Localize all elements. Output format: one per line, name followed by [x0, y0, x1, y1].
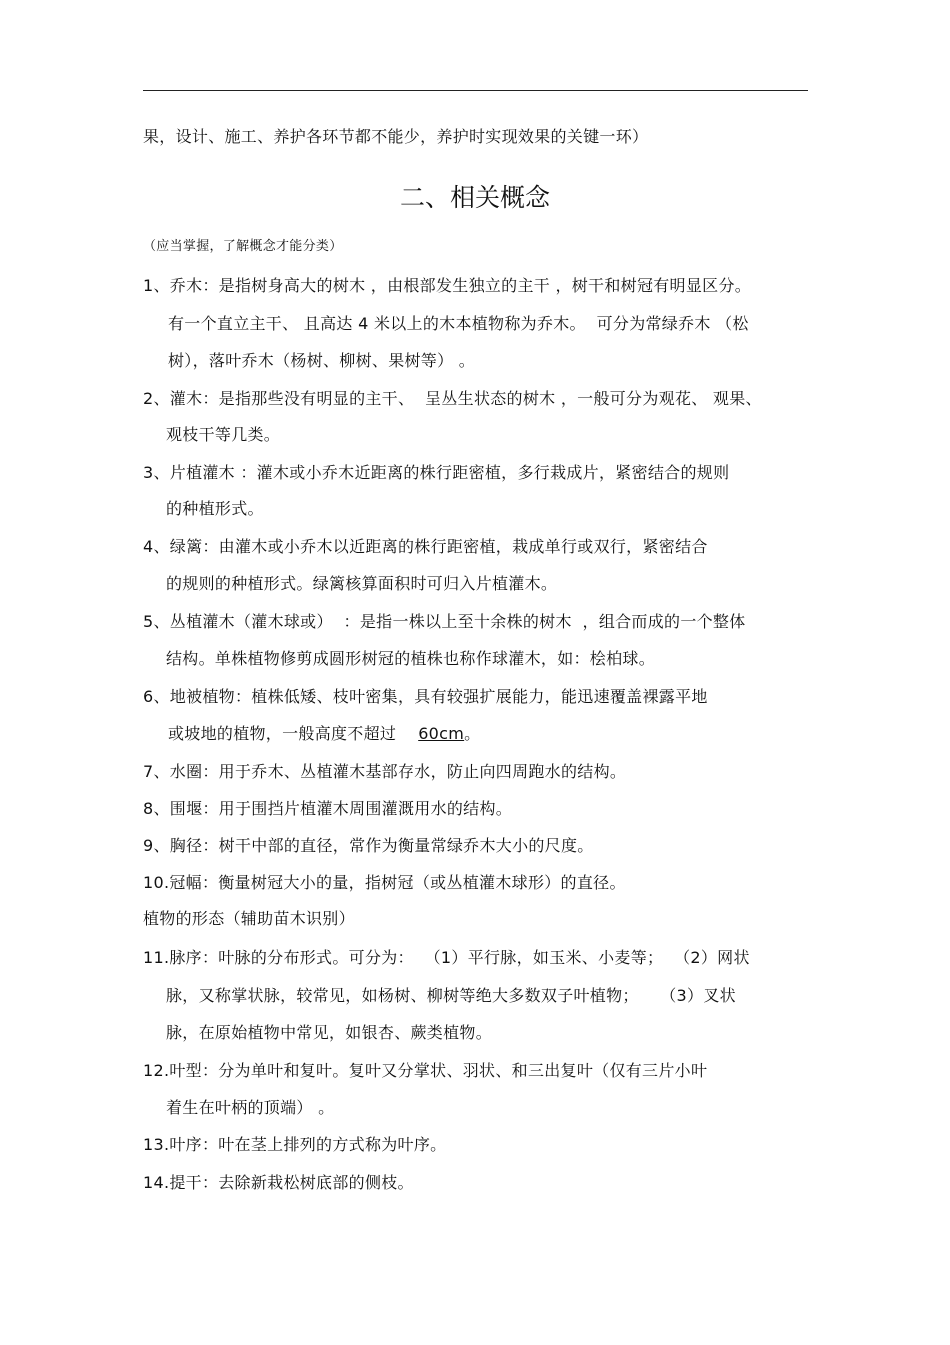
- item-12-line-2: 着生在叶柄的顶端） 。: [166, 1098, 335, 1117]
- item-6-tail: 。: [464, 724, 481, 743]
- item-9: 9、胸径：树干中部的直径，常作为衡量常绿乔木大小的尺度。: [143, 836, 594, 855]
- item-2-line-1: 2、灌木：是指那些没有明显的主干、 呈丛生状态的树木 ，一般可分为观花、 观果、: [143, 389, 762, 408]
- item-10: 10.冠幅：衡量树冠大小的量，指树冠（或丛植灌木球形）的直径。: [143, 873, 626, 892]
- item-3-line-1: 3、片植灌木 ：灌木或小乔木近距离的株行距密植，多行栽成片，紧密结合的规则: [143, 463, 730, 482]
- item-6-line-1: 6、地被植物：植株低矮、枝叶密集，具有较强扩展能力，能迅速覆盖裸露平地: [143, 687, 708, 706]
- item-4-line-2: 的规则的种植形式。绿篱核算面积时可归入片植灌木。: [166, 574, 558, 593]
- section-title: 二、相关概念: [399, 183, 550, 212]
- header-rule: [143, 90, 808, 91]
- item-1-line-1: 1、乔木：是指树身高大的树木 ，由根部发生独立的主干 ，树干和树冠有明显区分。: [143, 276, 752, 295]
- continuation-text: 果，设计、施工、养护各环节都不能少，养护时实现效果的关键一环）: [143, 127, 649, 146]
- item-7: 7、水圈：用于乔木、丛植灌木基部存水，防止向四周跑水的结构。: [143, 762, 627, 781]
- item-1-line-3: 树），落叶乔木（杨树、柳树、果树等） 。: [168, 351, 476, 370]
- item-8: 8、围堰：用于围挡片植灌木周围灌溉用水的结构。: [143, 799, 513, 818]
- item-13: 13.叶序：叶在茎上排列的方式称为叶序。: [143, 1135, 447, 1154]
- item-11-line-2: 脉，又称掌状脉，较常见，如杨树、柳树等绝大多数双子叶植物； （3）叉状: [166, 986, 736, 1005]
- item-14: 14.提干：去除新栽松树底部的侧枝。: [143, 1173, 414, 1192]
- item-5-line-1: 5、丛植灌木（灌木球或） ：是指一株以上至十余株的树木 ，组合而成的一个整体: [143, 612, 746, 631]
- item-6-line-2: [168, 723, 480, 745]
- item-11-line-1: 11.脉序：叶脉的分布形式。可分为： （1）平行脉，如玉米、小麦等； （2）网状: [143, 948, 750, 967]
- height-limit-value: 60cm: [418, 724, 465, 743]
- item-6-line-2-text: 或坡地的植物，一般高度不超过: [168, 724, 397, 743]
- section-note: （应当掌握，了解概念才能分类）: [143, 239, 343, 254]
- item-12-line-1: 12.叶型：分为单叶和复叶。复叶又分掌状、羽状、和三出复叶（仅有三片小叶: [143, 1061, 708, 1080]
- item-2-line-2: 观枝干等几类。: [166, 425, 281, 444]
- plant-form-subheading: 植物的形态（辅助苗木识别）: [143, 909, 355, 928]
- item-3-line-2: 的种植形式。: [166, 499, 264, 518]
- item-5-line-2: 结构。单株植物修剪成圆形树冠的植株也称作球灌木，如：桧柏球。: [166, 649, 656, 668]
- item-1-line-2: 有一个直立主干、 且高达 4 米以上的木本植物称为乔木。 可分为常绿乔木 （松: [168, 314, 749, 333]
- item-4-line-1: 4、绿篱：由灌木或小乔木以近距离的株行距密植，栽成单行或双行，紧密结合: [143, 537, 708, 556]
- item-11-line-3: 脉，在原始植物中常见，如银杏、蕨类植物。: [166, 1023, 493, 1042]
